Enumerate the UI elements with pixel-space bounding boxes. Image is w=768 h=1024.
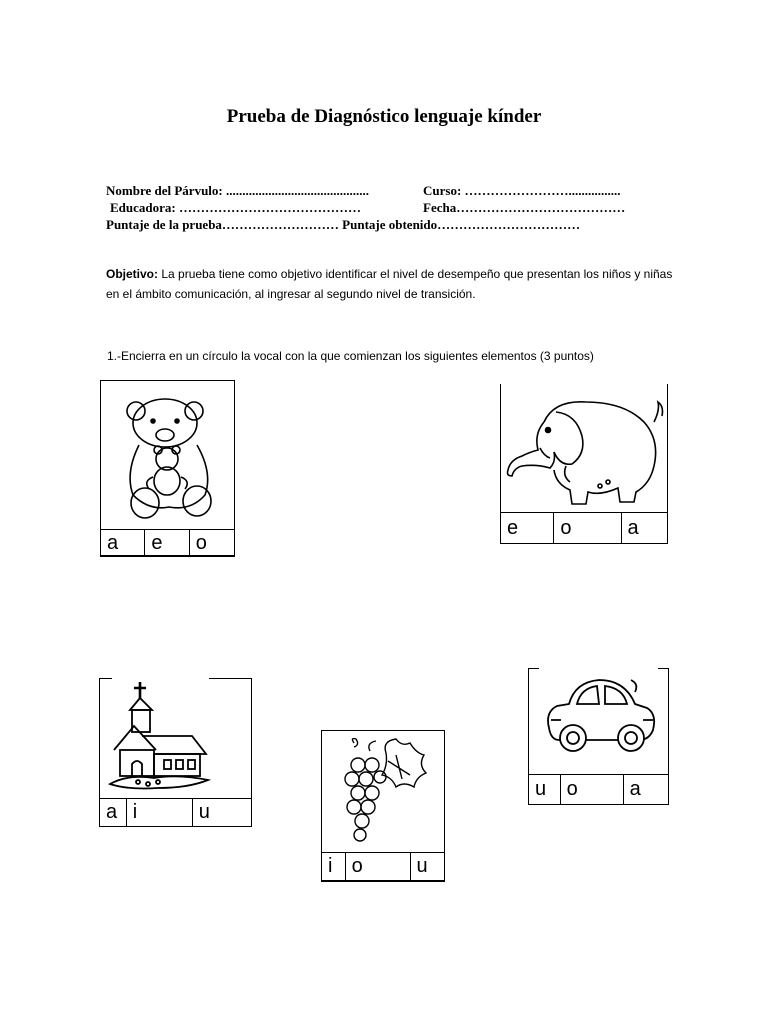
objective-paragraph	[106, 264, 676, 304]
vowel-option[interactable]: o	[554, 513, 621, 543]
vowel-option[interactable]: u	[198, 801, 210, 823]
vowel-option[interactable]: a	[629, 778, 641, 800]
item-card-grapes	[321, 730, 445, 881]
educator-field: Educadora: ……………………………………	[110, 200, 361, 215]
score-fields: Puntaje de la prueba……………………… Puntaje obtenido……………………………	[106, 217, 581, 232]
grapes-icon	[336, 735, 432, 847]
vowel-option[interactable]: o	[195, 532, 207, 554]
vowel-options-grapes	[321, 852, 445, 882]
vowel-option[interactable]: e	[501, 513, 554, 543]
student-name-field: Nombre del Párvulo: ............................................	[106, 183, 369, 198]
question-1: 1.-Encierra en un círculo la vocal con la que comienzan los siguientes elementos (3 puntos)	[107, 349, 594, 363]
item-card-church	[99, 678, 252, 827]
vowel-option[interactable]: i	[127, 799, 193, 826]
item-card-teddy-bear	[100, 380, 235, 556]
vowel-option[interactable]: u	[416, 855, 428, 877]
page-title: Prueba de Diagnóstico lenguaje kínder	[226, 106, 542, 127]
item-card-elephant	[500, 384, 668, 544]
vowel-option[interactable]: o	[346, 853, 411, 881]
vowel-option[interactable]: i	[322, 853, 346, 881]
vowel-option[interactable]: e	[145, 530, 189, 556]
church-icon	[108, 680, 212, 792]
car-icon	[539, 670, 659, 760]
vowel-option[interactable]: u	[529, 775, 561, 804]
vowel-options-elephant	[500, 512, 668, 544]
vowel-option[interactable]: a	[627, 517, 639, 539]
vowel-options-car	[528, 774, 669, 805]
objective-label: Objetivo:	[106, 267, 159, 281]
date-field: Fecha…………………………………	[423, 200, 626, 215]
vowel-option[interactable]: a	[101, 530, 145, 556]
vowel-option[interactable]: o	[561, 775, 624, 804]
vowel-options-church	[99, 798, 252, 827]
elephant-icon	[504, 392, 664, 510]
vowel-options-teddy-bear	[100, 529, 235, 557]
teddy-bear-icon	[119, 393, 219, 528]
course-field: Curso: ……………………................	[423, 183, 621, 198]
item-card-car	[528, 668, 669, 805]
objective-text: La prueba tiene como objetivo identificar el nivel de desempeño que presentan los niños y niñas en el ámbito comunicación, al ingresar al segundo nivel de transición.	[106, 267, 673, 301]
vowel-option[interactable]: a	[100, 799, 127, 826]
